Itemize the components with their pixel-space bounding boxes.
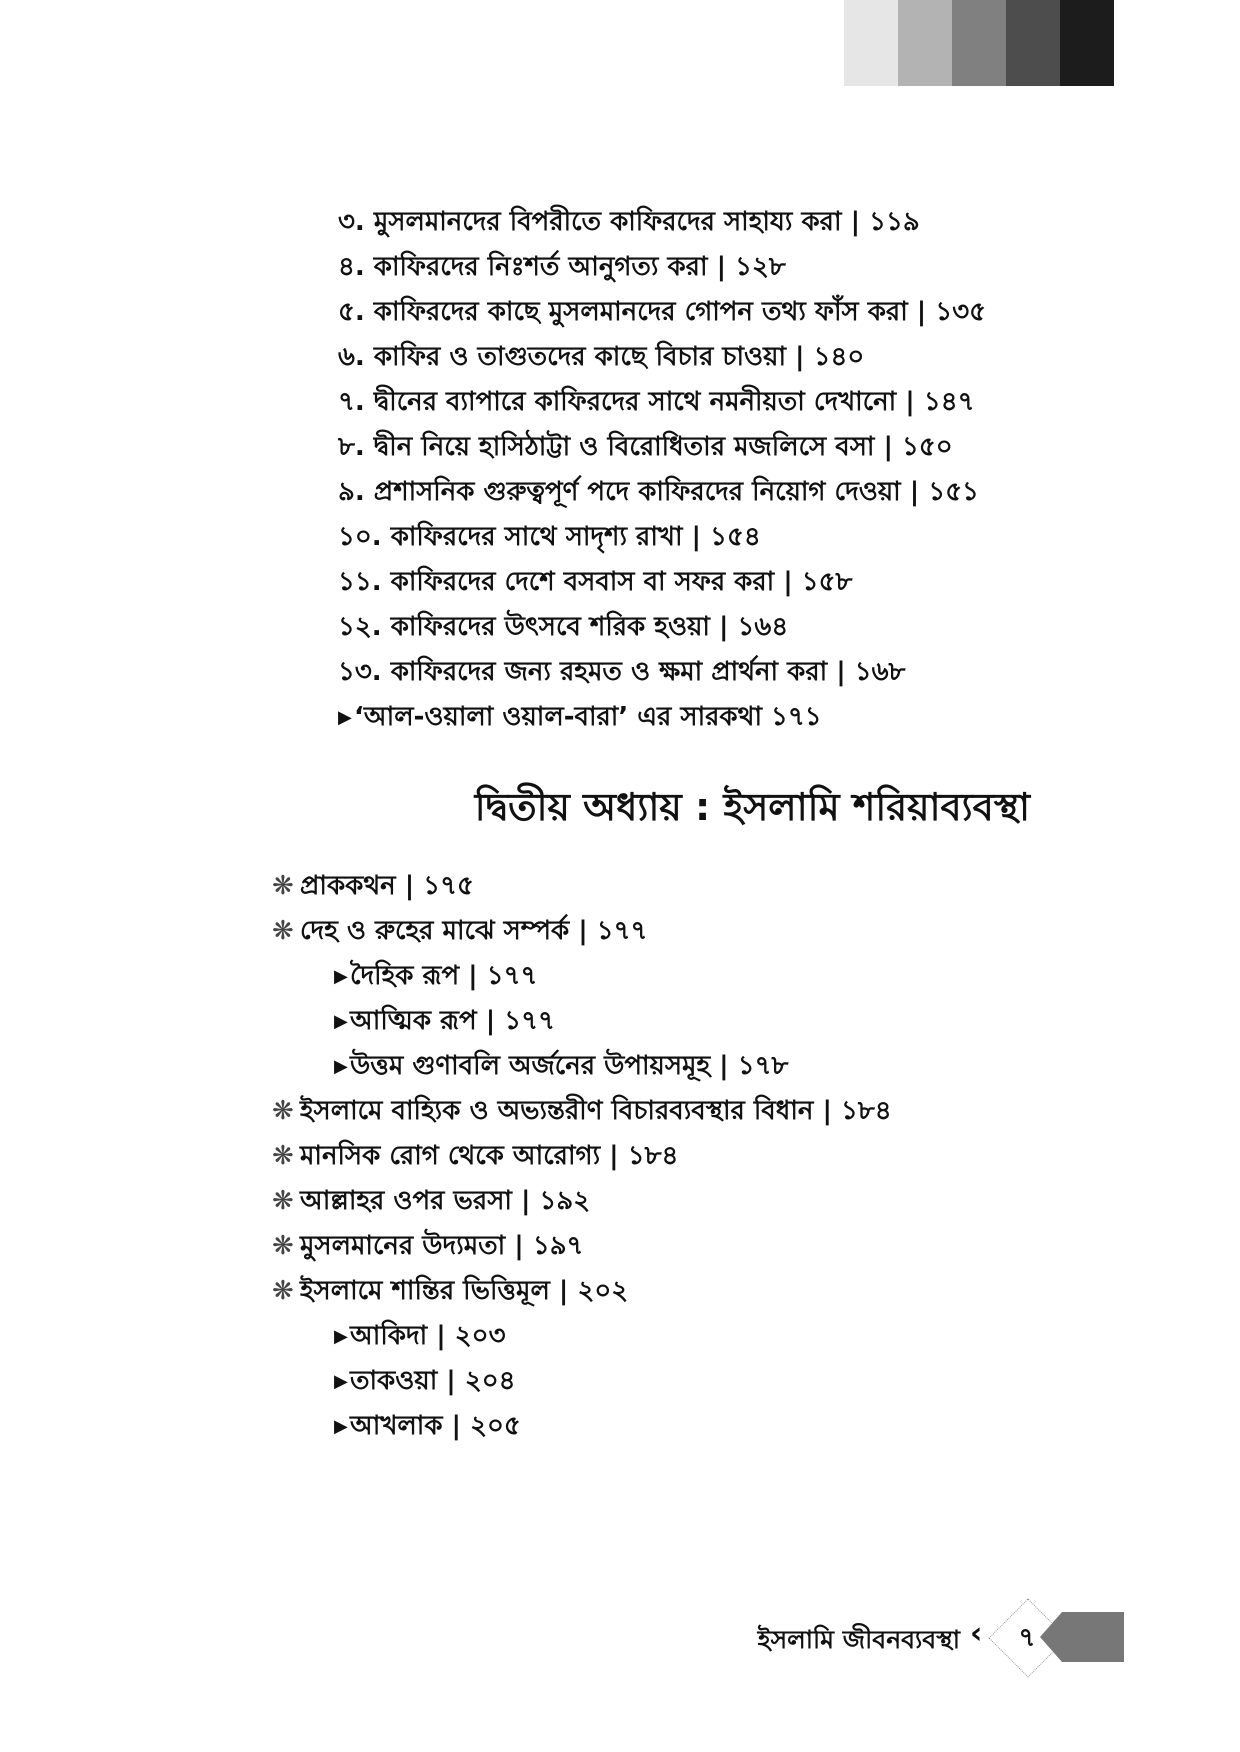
header-bar [898,0,952,86]
flower-bullet-icon: ❋ [272,1141,294,1171]
toc-entry: ৯. প্রশাসনিক গুরুত্বপূর্ণ পদে কাফিরদের নিয়োগ দেওয়া | ১৫১ [338,477,979,507]
flower-bullet-icon: ❋ [272,1231,294,1261]
toc-entry: ৬. কাফির ও তাগুতদের কাছে বিচার চাওয়া | ১৪০ [338,342,865,372]
triangle-right-icon: ▶ [334,966,348,987]
page-number: ৭ [1018,1623,1036,1653]
toc-subentry: ▶আখলাক | ২০৫ [272,1404,892,1449]
triangle-right-icon: ▶ [334,1326,348,1347]
flower-bullet-icon: ❋ [272,916,294,946]
toc-entry: ৪. কাফিরদের নিঃশর্ত আনুগত্য করা | ১২৮ [338,252,786,282]
toc-subentry: ▶আকিদা | ২০৩ [272,1314,892,1359]
triangle-right-icon: ▶ [334,1416,348,1437]
header-bar [1060,0,1114,86]
toc-entry: ❋ মুসলমানের উদ্যমতা | ১৯৭ [272,1224,892,1269]
footer-bar [1062,1612,1124,1662]
toc-entry: ১১. কাফিরদের দেশে বসবাস বা সফর করা | ১৫৮ [338,567,853,597]
flower-bullet-icon: ❋ [272,1096,294,1126]
toc-entry: ❋ আল্লাহর ওপর ভরসা | ১৯২ [272,1179,892,1224]
toc-entry: ▶‘আল-ওয়ালা ওয়াল-বারা’ এর সারকথা ১৭১ [338,695,986,740]
flower-bullet-icon: ❋ [272,1186,294,1216]
toc-list-chapter-two [272,864,892,1449]
toc-entry: ৭. দ্বীনের ব্যাপারে কাফিরদের সাথে নমনীয়তা দেখানো | ১৪৭ [338,387,975,417]
toc-entry: ❋ ইসলামে শান্তির ভিত্তিমূল | ২০২ [272,1269,892,1314]
toc-subentry: ▶উত্তম গুণাবলি অর্জনের উপায়সমূহ | ১৭৮ [272,1044,892,1089]
toc-entry: ১০. কাফিরদের সাথে সাদৃশ্য রাখা | ১৫৪ [338,522,761,552]
toc-entry: ৫. কাফিরদের কাছে মুসলমানদের গোপন তথ্য ফাঁস করা | ১৩৫ [338,297,986,327]
toc-list-continued [338,200,986,740]
toc-entry: ❋ মানসিক রোগ থেকে আরোগ্য | ১৮৪ [272,1134,892,1179]
triangle-right-icon: ▶ [334,1056,348,1077]
running-footer-title: ইসলামি জীবনব্যবস্থা [757,1625,960,1654]
flower-bullet-icon: ❋ [272,871,294,901]
toc-entry: ❋ ইসলামে বাহ্যিক ও অভ্যন্তরীণ বিচারব্যবস্থার বিধান | ১৮৪ [272,1089,892,1134]
header-bar [844,0,898,86]
toc-entry: ১২. কাফিরদের উৎসবে শরিক হওয়া | ১৬৪ [338,612,789,642]
triangle-right-icon: ▶ [334,1011,348,1032]
toc-subentry: ▶দৈহিক রূপ | ১৭৭ [272,954,892,999]
triangle-right-icon: ▶ [338,707,352,728]
toc-entry: ৮. দ্বীন নিয়ে হাসিঠাট্টা ও বিরোধিতার মজলিসে বসা | ১৫০ [338,432,953,462]
toc-entry: ❋ প্রাককথন | ১৭৫ [272,864,892,909]
header-bar [952,0,1006,86]
chapter-heading: দ্বিতীয় অধ্যায় : ইসলামি শরিয়াব্যবস্থা [474,785,1030,829]
header-bar [1006,0,1060,86]
toc-subentry: ▶তাকওয়া | ২০৪ [272,1359,892,1404]
toc-entry: ৩. মুসলমানদের বিপরীতে কাফিরদের সাহায্য করা | ১১৯ [338,207,920,237]
flower-bullet-icon: ❋ [272,1276,294,1306]
header-decoration [844,0,1114,86]
chevron-left-icon: ‹ [970,1616,983,1651]
toc-entry: ❋ দেহ ও রুহের মাঝে সম্পর্ক | ১৭৭ [272,909,892,954]
footer-bar-tip [1040,1612,1062,1662]
toc-entry: ১৩. কাফিরদের জন্য রহমত ও ক্ষমা প্রার্থনা করা | ১৬৮ [338,657,906,687]
toc-subentry: ▶আত্মিক রূপ | ১৭৭ [272,999,892,1044]
triangle-right-icon: ▶ [334,1371,348,1392]
